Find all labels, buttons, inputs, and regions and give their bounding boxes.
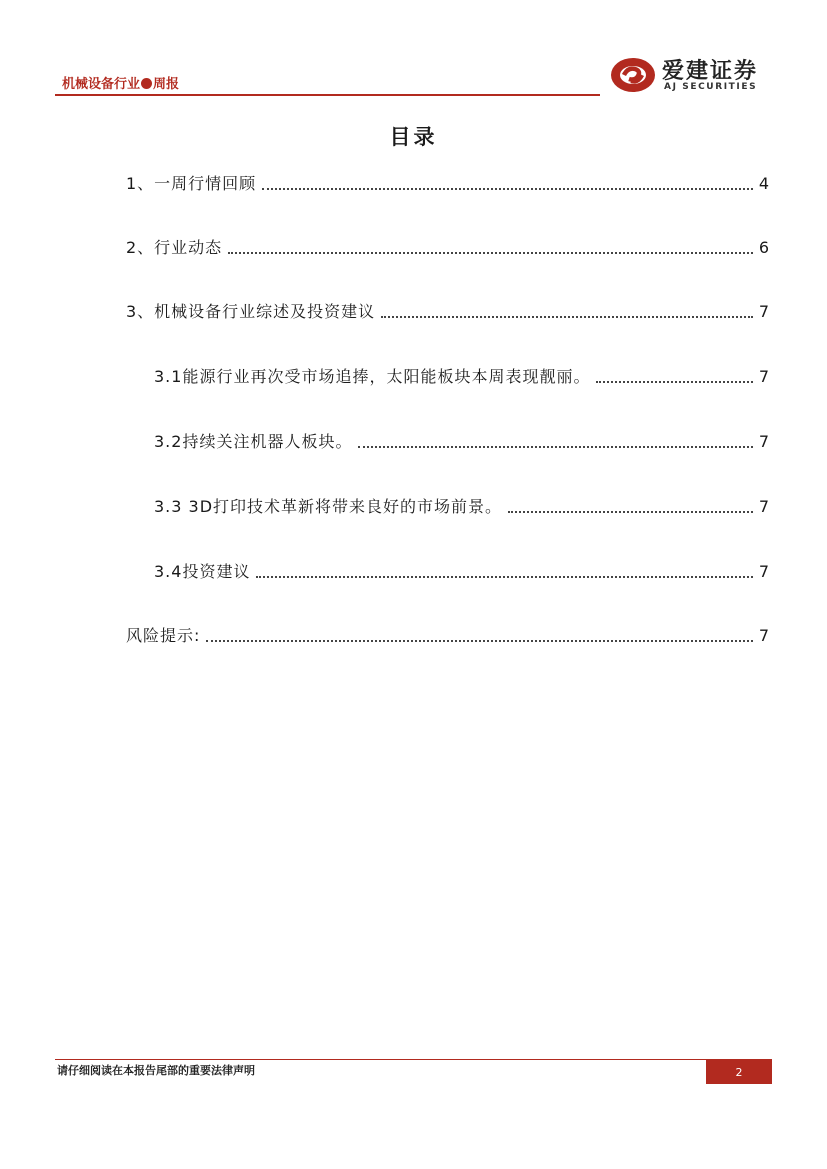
toc-entry-label: 3.1能源行业再次受市场追捧，太阳能板块本周表现靓丽。 <box>154 367 591 386</box>
toc-leader-dots <box>262 187 753 190</box>
toc-leader-dots <box>256 575 752 578</box>
toc-entry-label: 3、机械设备行业综述及投资建议 <box>126 302 376 321</box>
toc-entry-page: 7 <box>758 302 769 321</box>
bullet-dot-icon <box>141 78 152 89</box>
toc-entry[interactable] <box>126 622 769 646</box>
company-logo <box>610 54 770 96</box>
logo-name-cn: 爱建证券 <box>662 58 759 84</box>
toc-entry-label: 1、一周行情回顾 <box>126 174 257 193</box>
toc-title: 目录 <box>389 125 438 149</box>
footer-divider <box>55 1059 772 1060</box>
toc-subentry[interactable] <box>154 493 769 517</box>
toc-entry-label: 3.4投资建议 <box>154 562 251 581</box>
toc-entry[interactable] <box>126 298 769 322</box>
toc-leader-dots <box>381 315 753 318</box>
toc-leader-dots <box>596 380 752 383</box>
toc-entry-page: 6 <box>758 238 769 257</box>
toc-entry-label: 2、行业动态 <box>126 238 223 257</box>
toc-entry-page: 7 <box>758 497 769 516</box>
header-industry: 机械设备行业 <box>62 77 141 92</box>
report-header-title <box>62 73 179 92</box>
toc-leader-dots <box>206 639 752 642</box>
toc-entry-label: 风险提示: <box>126 626 201 645</box>
toc-entry-page: 7 <box>758 432 769 451</box>
toc-leader-dots <box>508 510 753 513</box>
aj-logo-icon <box>610 56 656 94</box>
toc-entry-label: 3.3 3D打印技术革新将带来良好的市场前景。 <box>154 497 503 516</box>
toc-subentry[interactable] <box>154 558 769 582</box>
toc-entry-page: 7 <box>758 367 769 386</box>
header-divider <box>55 94 600 96</box>
toc-subentry[interactable] <box>154 428 769 452</box>
toc-entry-label: 3.2持续关注机器人板块。 <box>154 432 353 451</box>
page-number-badge <box>706 1060 772 1084</box>
page-number: 2 <box>735 1065 743 1079</box>
toc-entry[interactable] <box>126 170 769 194</box>
toc-entry-page: 7 <box>758 562 769 581</box>
toc-entry-page: 7 <box>758 626 769 645</box>
logo-name-en: AJ SECURITIES <box>664 82 758 92</box>
toc-leader-dots <box>228 251 753 254</box>
header-report-type: 周报 <box>153 77 180 92</box>
legal-disclaimer-note: 请仔细阅读在本报告尾部的重要法律声明 <box>57 1064 255 1077</box>
toc-entry-page: 4 <box>758 174 769 193</box>
toc-leader-dots <box>358 445 752 448</box>
toc-entry[interactable] <box>126 234 769 258</box>
toc-subentry[interactable] <box>154 363 769 387</box>
